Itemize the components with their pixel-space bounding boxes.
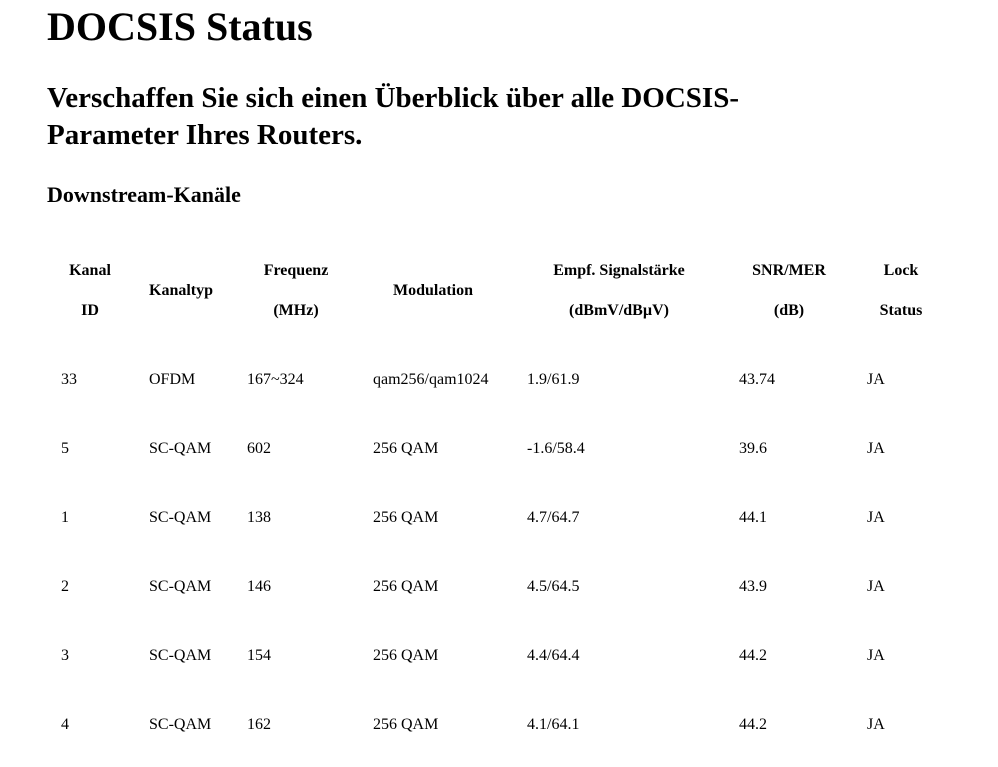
header-kanal-id [50, 261, 130, 321]
cell-frequenz: 154 [247, 647, 271, 664]
cell-signalstaerke: 4.5/64.5 [527, 578, 580, 595]
cell-modulation: 256 QAM [373, 440, 439, 457]
cell-lock-status: JA [867, 647, 885, 664]
header-snr-line1: SNR/MER [752, 262, 826, 279]
cell-kanal-id: 1 [61, 509, 69, 526]
cell-lock-status: JA [867, 578, 885, 595]
cell-modulation: 256 QAM [373, 716, 439, 733]
cell-frequenz: 146 [247, 578, 271, 595]
cell-snr: 39.6 [739, 440, 767, 457]
downstream-section-title: Downstream-Kanäle [47, 182, 241, 207]
header-frequenz [246, 261, 346, 321]
cell-signalstaerke: 4.4/64.4 [527, 647, 580, 664]
header-kanal-id-line1: Kanal [69, 262, 111, 279]
cell-frequenz: 167~324 [247, 371, 304, 388]
cell-kanal-id: 33 [61, 371, 77, 388]
cell-kanal-id: 4 [61, 716, 69, 733]
cell-modulation: qam256/qam1024 [373, 371, 489, 388]
header-lock-line2: Status [879, 302, 923, 319]
header-signalstaerke-line1: Empf. Signalstärke [553, 262, 685, 279]
cell-kanaltyp: SC-QAM [149, 716, 212, 733]
header-snr-line2: (dB) [773, 302, 805, 319]
cell-snr: 43.74 [739, 371, 775, 388]
cell-signalstaerke: -1.6/58.4 [527, 440, 585, 457]
cell-frequenz: 138 [247, 509, 271, 526]
table-row [0, 438, 998, 460]
cell-signalstaerke: 4.7/64.7 [527, 509, 580, 526]
cell-kanaltyp: SC-QAM [149, 647, 212, 664]
header-signalstaerke-line2: (dBmV/dBµV) [569, 302, 669, 319]
cell-lock-status: JA [867, 509, 885, 526]
cell-snr: 43.9 [739, 578, 767, 595]
table-row [0, 576, 998, 598]
cell-snr: 44.2 [739, 647, 767, 664]
header-lock-line1: Lock [883, 262, 919, 279]
cell-frequenz: 162 [247, 716, 271, 733]
cell-kanaltyp: SC-QAM [149, 509, 212, 526]
header-kanaltyp: Kanaltyp [149, 282, 214, 299]
table-row [0, 645, 998, 667]
table-row [0, 714, 998, 736]
cell-kanal-id: 3 [61, 647, 69, 664]
cell-snr: 44.1 [739, 509, 767, 526]
page-title: DOCSIS Status [47, 4, 313, 49]
header-lock-status [865, 261, 937, 321]
cell-modulation: 256 QAM [373, 647, 439, 664]
cell-signalstaerke: 1.9/61.9 [527, 371, 580, 388]
table-row [0, 369, 998, 391]
cell-lock-status: JA [867, 716, 885, 733]
cell-kanal-id: 5 [61, 440, 69, 457]
header-snr-mer [739, 261, 839, 321]
table-row [0, 507, 998, 529]
cell-kanaltyp: SC-QAM [149, 578, 212, 595]
header-signalstaerke [529, 261, 709, 321]
cell-frequenz: 602 [247, 440, 271, 457]
cell-kanaltyp: OFDM [149, 371, 196, 388]
cell-modulation: 256 QAM [373, 509, 439, 526]
cell-kanaltyp: SC-QAM [149, 440, 212, 457]
page-subtitle: Verschaffen Sie sich einen Überblick über alle DOCSIS-Parameter Ihres Routers. [47, 82, 739, 151]
header-frequenz-line1: Frequenz [263, 262, 329, 279]
cell-modulation: 256 QAM [373, 578, 439, 595]
cell-kanal-id: 2 [61, 578, 69, 595]
header-kanal-id-line2: ID [81, 302, 99, 319]
cell-lock-status: JA [867, 440, 885, 457]
header-modulation: Modulation [393, 282, 474, 299]
cell-snr: 44.2 [739, 716, 767, 733]
cell-signalstaerke: 4.1/64.1 [527, 716, 580, 733]
header-frequenz-line2: (MHz) [273, 302, 319, 319]
cell-lock-status: JA [867, 371, 885, 388]
